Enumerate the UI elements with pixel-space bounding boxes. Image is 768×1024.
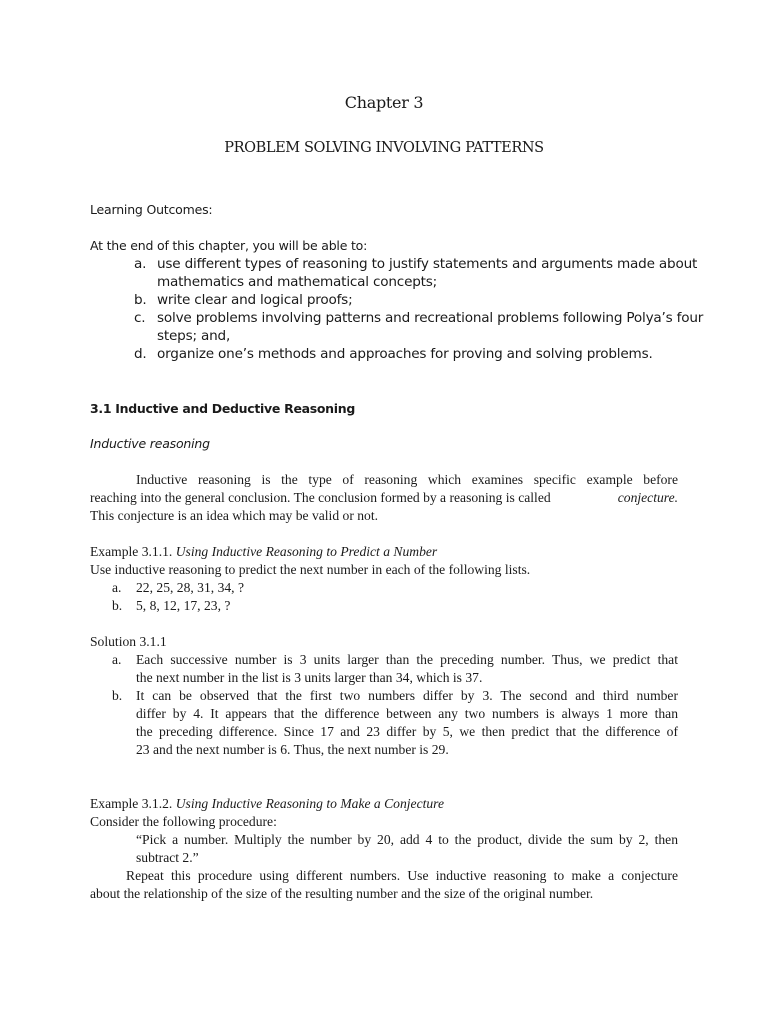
solution-1-marker-a: a. bbox=[112, 652, 122, 667]
outcome-marker-d: d. bbox=[134, 346, 147, 362]
outcome-d-line-1: organize one’s methods and approaches for proving and solving problems. bbox=[157, 346, 653, 362]
outcome-a-line-1: use different types of reasoning to justify statements and arguments made about bbox=[157, 256, 698, 272]
outcome-a-line-2: mathematics and mathematical concepts; bbox=[157, 274, 438, 290]
outcome-marker-c: c. bbox=[134, 310, 146, 326]
example-2-title: Using Inductive Reasoning to Make a Conjecture bbox=[175, 796, 445, 811]
solution-1-marker-b: b. bbox=[112, 688, 123, 703]
example-1-label: Example 3.1.1. bbox=[90, 544, 173, 559]
solution-1-a-line-1: Each successive number is 3 units larger than the preceding number. Thus, we predict that bbox=[136, 652, 678, 667]
example-2-instruction-line-2: about the relationship of the size of the resulting number and the size of the original number. bbox=[90, 886, 594, 901]
paragraph-line-1: Inductive reasoning is the type of reasoning which examines specific example before bbox=[136, 472, 678, 487]
learning-outcomes-intro: At the end of this chapter, you will be able to: bbox=[90, 238, 368, 253]
solution-1-b-line-4: 23 and the next number is 6. Thus, the next number is 29. bbox=[136, 742, 449, 757]
outcome-marker-a: a. bbox=[134, 256, 147, 272]
solution-1-b-line-1: It can be observed that the first two numbers differ by 3. The second and third number bbox=[136, 688, 678, 703]
example-1-marker-b: b. bbox=[112, 598, 123, 613]
conjecture-term: conjecture. bbox=[617, 490, 678, 505]
section-subheading: Inductive reasoning bbox=[90, 436, 210, 451]
document-page bbox=[90, 0, 704, 1024]
example-2-quote-line-1: “Pick a number. Multiply the number by 20, add 4 to the product, divide the sum by 2, then bbox=[136, 832, 678, 847]
example-2-heading bbox=[90, 795, 444, 813]
example-1-item-b: 5, 8, 12, 17, 23, ? bbox=[136, 598, 231, 613]
paragraph-line-2 bbox=[90, 489, 678, 507]
chapter-title: Chapter 3 bbox=[344, 93, 424, 112]
solution-1-b-line-2: differ by 4. It appears that the difference between any two numbers is always 1 more than bbox=[136, 706, 678, 721]
example-1-prompt: Use inductive reasoning to predict the next number in each of the following lists. bbox=[90, 562, 531, 577]
paragraph-line-3: This conjecture is an idea which may be valid or not. bbox=[90, 508, 379, 523]
section-heading: 3.1 Inductive and Deductive Reasoning bbox=[90, 401, 356, 416]
example-1-heading bbox=[90, 543, 437, 561]
solution-1-b-line-3: the preceding difference. Since 17 and 23 differ by 5, we then predict that the difference of bbox=[136, 724, 678, 739]
solution-1-label: Solution 3.1.1 bbox=[90, 634, 167, 649]
example-2-prompt: Consider the following procedure: bbox=[90, 814, 277, 829]
example-1-item-a: 22, 25, 28, 31, 34, ? bbox=[136, 580, 244, 595]
example-2-label: Example 3.1.2. bbox=[90, 796, 173, 811]
outcome-b-line-1: write clear and logical proofs; bbox=[157, 292, 353, 308]
example-2-quote-line-2: subtract 2.” bbox=[136, 850, 199, 865]
outcome-c-line-1: solve problems involving patterns and recreational problems following Polya’s four bbox=[157, 310, 704, 326]
chapter-subtitle: PROBLEM SOLVING INVOLVING PATTERNS bbox=[224, 140, 544, 156]
example-2-instruction-line-1: Repeat this procedure using different numbers. Use inductive reasoning to make a conjecture bbox=[126, 868, 678, 883]
solution-1-a-line-2: the next number in the list is 3 units larger than 34, which is 37. bbox=[136, 670, 483, 685]
outcome-marker-b: b. bbox=[134, 292, 147, 308]
outcome-c-line-2: steps; and, bbox=[157, 328, 231, 344]
learning-outcomes-heading: Learning Outcomes: bbox=[90, 202, 213, 217]
example-1-title: Using Inductive Reasoning to Predict a Number bbox=[175, 544, 438, 559]
paragraph-line-2-text: reaching into the general conclusion. The conclusion formed by a reasoning is called bbox=[90, 490, 551, 505]
example-1-marker-a: a. bbox=[112, 580, 122, 595]
